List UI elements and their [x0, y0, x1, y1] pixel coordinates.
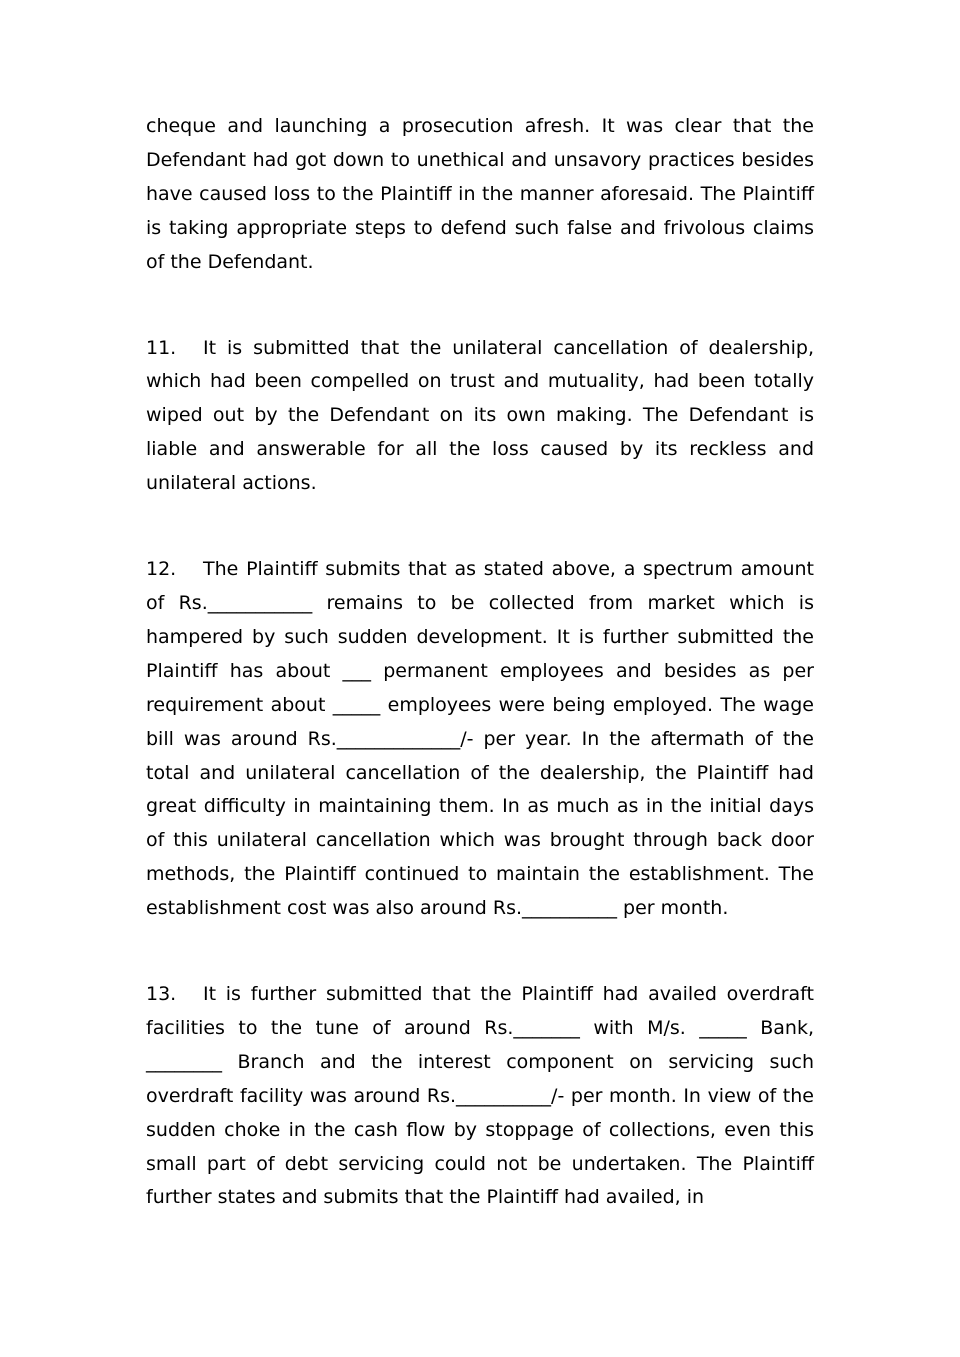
paragraph-text: It is further submitted that the Plaintiff had availed overdraft facilities to the tune of around Rs._______ with M/s. _____ Bank, ________ Branch and the interest component on servicing such overdraft facility was around Rs.__________/- per month. In view of the sudden choke in the cash flow by stoppage of collections, even this small part of debt servicing could not be undertaken. The Plaintiff further states and submits that the Plaintiff had availed, in [146, 983, 814, 1209]
paragraph-text: The Plaintiff submits that as stated above, a spectrum amount of Rs.___________ remains to be collected from market which is hampered by such sudden development. It is further submitted the Plaintiff has about ___ permanent employees and besides as per requirement about _____ employees were being employed. The wage bill was around Rs._____________/- per year. In the aftermath of the total and unilateral cancellation of the dealership, the Plaintiff had great difficulty in maintaining them. In as much as in the initial days of this unilateral cancellation which was brought through back door methods, the Plaintiff continued to maintain the establishment. The establishment cost was also around Rs.__________ per month. [146, 558, 814, 920]
paragraph-gap [146, 280, 814, 332]
paragraph-number: 11. [146, 336, 177, 359]
paragraph-text: It is submitted that the unilateral cancellation of dealership, which had been compelled on trust and mutuality, had been totally wiped out by the Defendant on its own making. The Defendant is liable and answerable for all the loss caused by its reckless and unilateral actions. [146, 336, 814, 495]
paragraph-13 [146, 978, 814, 1215]
paragraph-number: 13. [146, 983, 177, 1006]
paragraph-continuation [146, 110, 814, 280]
paragraph-12 [146, 553, 814, 926]
document-page [146, 110, 814, 1215]
paragraph-11 [146, 332, 814, 502]
paragraph-gap [146, 501, 814, 553]
paragraph-gap [146, 926, 814, 978]
paragraph-number: 12. [146, 558, 177, 581]
paragraph-text: cheque and launching a prosecution afresh. It was clear that the Defendant had got down to unethical and unsavory practices besides have caused loss to the Plaintiff in the manner aforesaid. The Plaintiff is taking appropriate steps to defend such false and frivolous claims of the Defendant. [146, 115, 814, 273]
